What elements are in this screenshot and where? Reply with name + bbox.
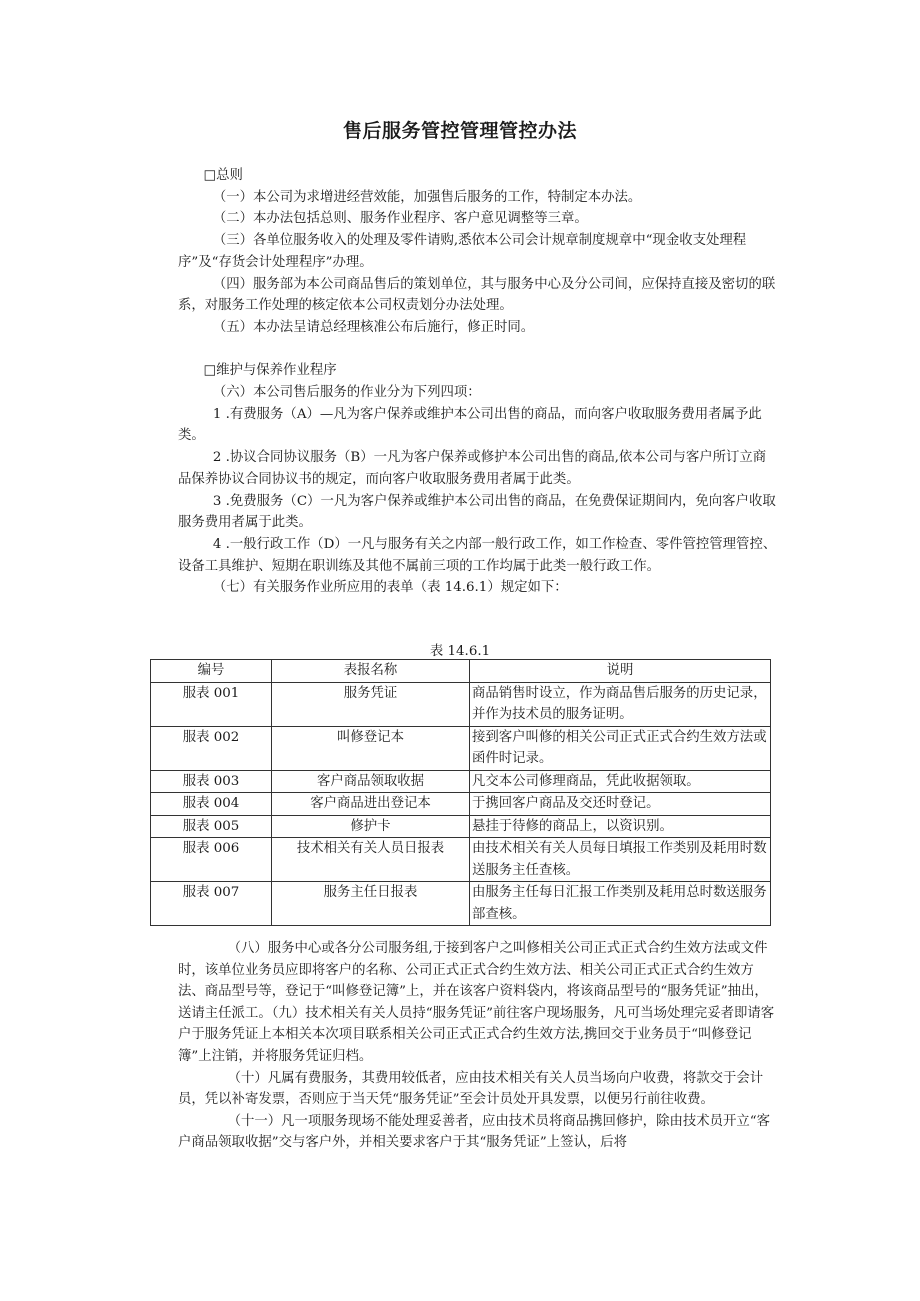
paragraph: 3 .免费服务（C）一凡为客户保养或维护本公司出售的商品，在免费保证期间内，免向客户收取服务费用者属于此类。 [178, 493, 776, 531]
paragraph: 2 .协议合同协议服务（B）一凡为客户保养或修护本公司出售的商品,依本公司与客户所订立商品保养协议合同协议书的规定，而向客户收取服务费用者属于此类。 [178, 450, 767, 487]
paragraph: （八）服务中心或各分公司服务组,于接到客户之叫修相关公司正式正式合约生效方法或文件时，该单位业务员应即将客户的名称、公司正式正式合约生效方法、相关公司正式正式合约生效方法、商品型号等，登记于“叫修登记簿”上，并在该客户资料袋内，将该商品型号的“服务凭证”抽出，送请主任派工。（九）技术相关有关人员持“服务凭证”前往客户现场服务，凡可当场处理完妥者即请客户于服务凭证上本相关本次项目联系相关公司正式正式合约生效方法,携回交于业务员于“叫修登记簿”上注销，并将服务凭证归档。 [178, 941, 775, 1064]
document-body-part2 [178, 938, 778, 1154]
cell-code: 服表 006 [151, 838, 272, 882]
paragraph: （三）各单位服务收入的处理及零件请购,悉依本公司会计规章制度规章中“现金收支处理程序”及“存货会计处理程序”办理。 [178, 233, 747, 270]
column-header: 表报名称 [272, 660, 470, 683]
table-row [151, 882, 771, 926]
paragraph: （四）服务部为本公司商品售后的策划单位，其与服务中心及分公司间，应保持直接及密切的联系，对服务工作处理的核定依本公司权责划分办法处理。 [178, 276, 776, 314]
table-row [151, 770, 771, 793]
table-row [151, 815, 771, 838]
cell-code: 服表 001 [151, 682, 272, 726]
paragraph: （十）凡属有费服务，其费用较低者，应由技术相关有关人员当场向户收费，将款交于会计员，凭以补寄发票，否则应于当天凭“服务凭证”至会计员处开具发票，以便另行前往收费。 [178, 1070, 764, 1108]
cell-name: 修护卡 [272, 815, 470, 838]
cell-code: 服表 007 [151, 882, 272, 926]
paragraph: （一）本公司为求增进经营效能，加强售后服务的工作，特制定本办法。 [212, 189, 642, 205]
table-row [151, 726, 771, 770]
cell-name: 服务凭证 [272, 682, 470, 726]
paragraph: 4 .一般行政工作（D）一凡与服务有关之内部一般行政工作，如工作检查、零件管控管理管控、设备工具维护、短期在职训练及其他不属前三项的工作均属于此类一般行政工作。 [178, 536, 777, 574]
cell-desc: 悬挂于待修的商品上，以资识别。 [470, 815, 771, 838]
document-body-part1 [178, 165, 778, 599]
paragraph: 1 .有费服务（A）—凡为客户保养或维护本公司出售的商品，而向客户收取服务费用者属予此类。 [178, 406, 762, 444]
cell-desc: 凡交本公司修理商品，凭此收据领取。 [470, 770, 771, 793]
cell-desc: 由服务主任每日汇报工作类别及耗用总时数送服务部查核。 [470, 882, 771, 926]
column-header: 说明 [470, 660, 771, 683]
section-heading-general: □总则 [203, 168, 243, 183]
table-row [151, 838, 771, 882]
cell-name: 叫修登记本 [272, 726, 470, 770]
cell-name: 客户商品进出登记本 [272, 793, 470, 816]
paragraph: （十一）凡一项服务现场不能处理妥善者，应由技术员将商品携回修护，除由技术员开立“客户商品领取收据”交与客户外，并相关要求客户于其“服务凭证”上签认，后将 [178, 1113, 771, 1151]
cell-name: 服务主任日报表 [272, 882, 470, 926]
column-header: 编号 [151, 660, 272, 683]
forms-table [150, 659, 771, 926]
cell-desc: 于携回客户商品及交还时登记。 [470, 793, 771, 816]
cell-code: 服表 005 [151, 815, 272, 838]
table-header-row [151, 660, 771, 683]
table-row [151, 793, 771, 816]
cell-desc: 商品销售时设立，作为商品售后服务的历史记录，并作为技术员的服务证明。 [470, 682, 771, 726]
cell-desc: 接到客户叫修的相关公司正式正式合约生效方法或函件时记录。 [470, 726, 771, 770]
cell-code: 服表 004 [151, 793, 272, 816]
paragraph: （七）有关服务作业所应用的表单（表 14.6.1）规定如下： [212, 580, 568, 596]
section-heading-maintenance: □维护与保养作业程序 [203, 363, 337, 379]
document-title: 售后服务管控管理管控办法 [342, 120, 577, 142]
cell-code: 服表 002 [151, 726, 272, 770]
cell-code: 服表 003 [151, 770, 272, 793]
paragraph: （二）本办法包括总则、服务作业程序、客户意见调整等三章。 [212, 211, 588, 227]
table-caption: 表 14.6.1 [429, 644, 491, 659]
paragraph: （五）本办法呈请总经理核准公布后施行，修正时同。 [212, 319, 535, 335]
cell-name: 客户商品领取收据 [272, 770, 470, 793]
cell-desc: 由技术相关有关人员每日填报工作类别及耗用时数送服务主任查核。 [470, 838, 771, 882]
cell-name: 技术相关有关人员日报表 [272, 838, 470, 882]
table-row [151, 682, 771, 726]
paragraph: （六）本公司售后服务的作业分为下列四项： [212, 385, 481, 401]
